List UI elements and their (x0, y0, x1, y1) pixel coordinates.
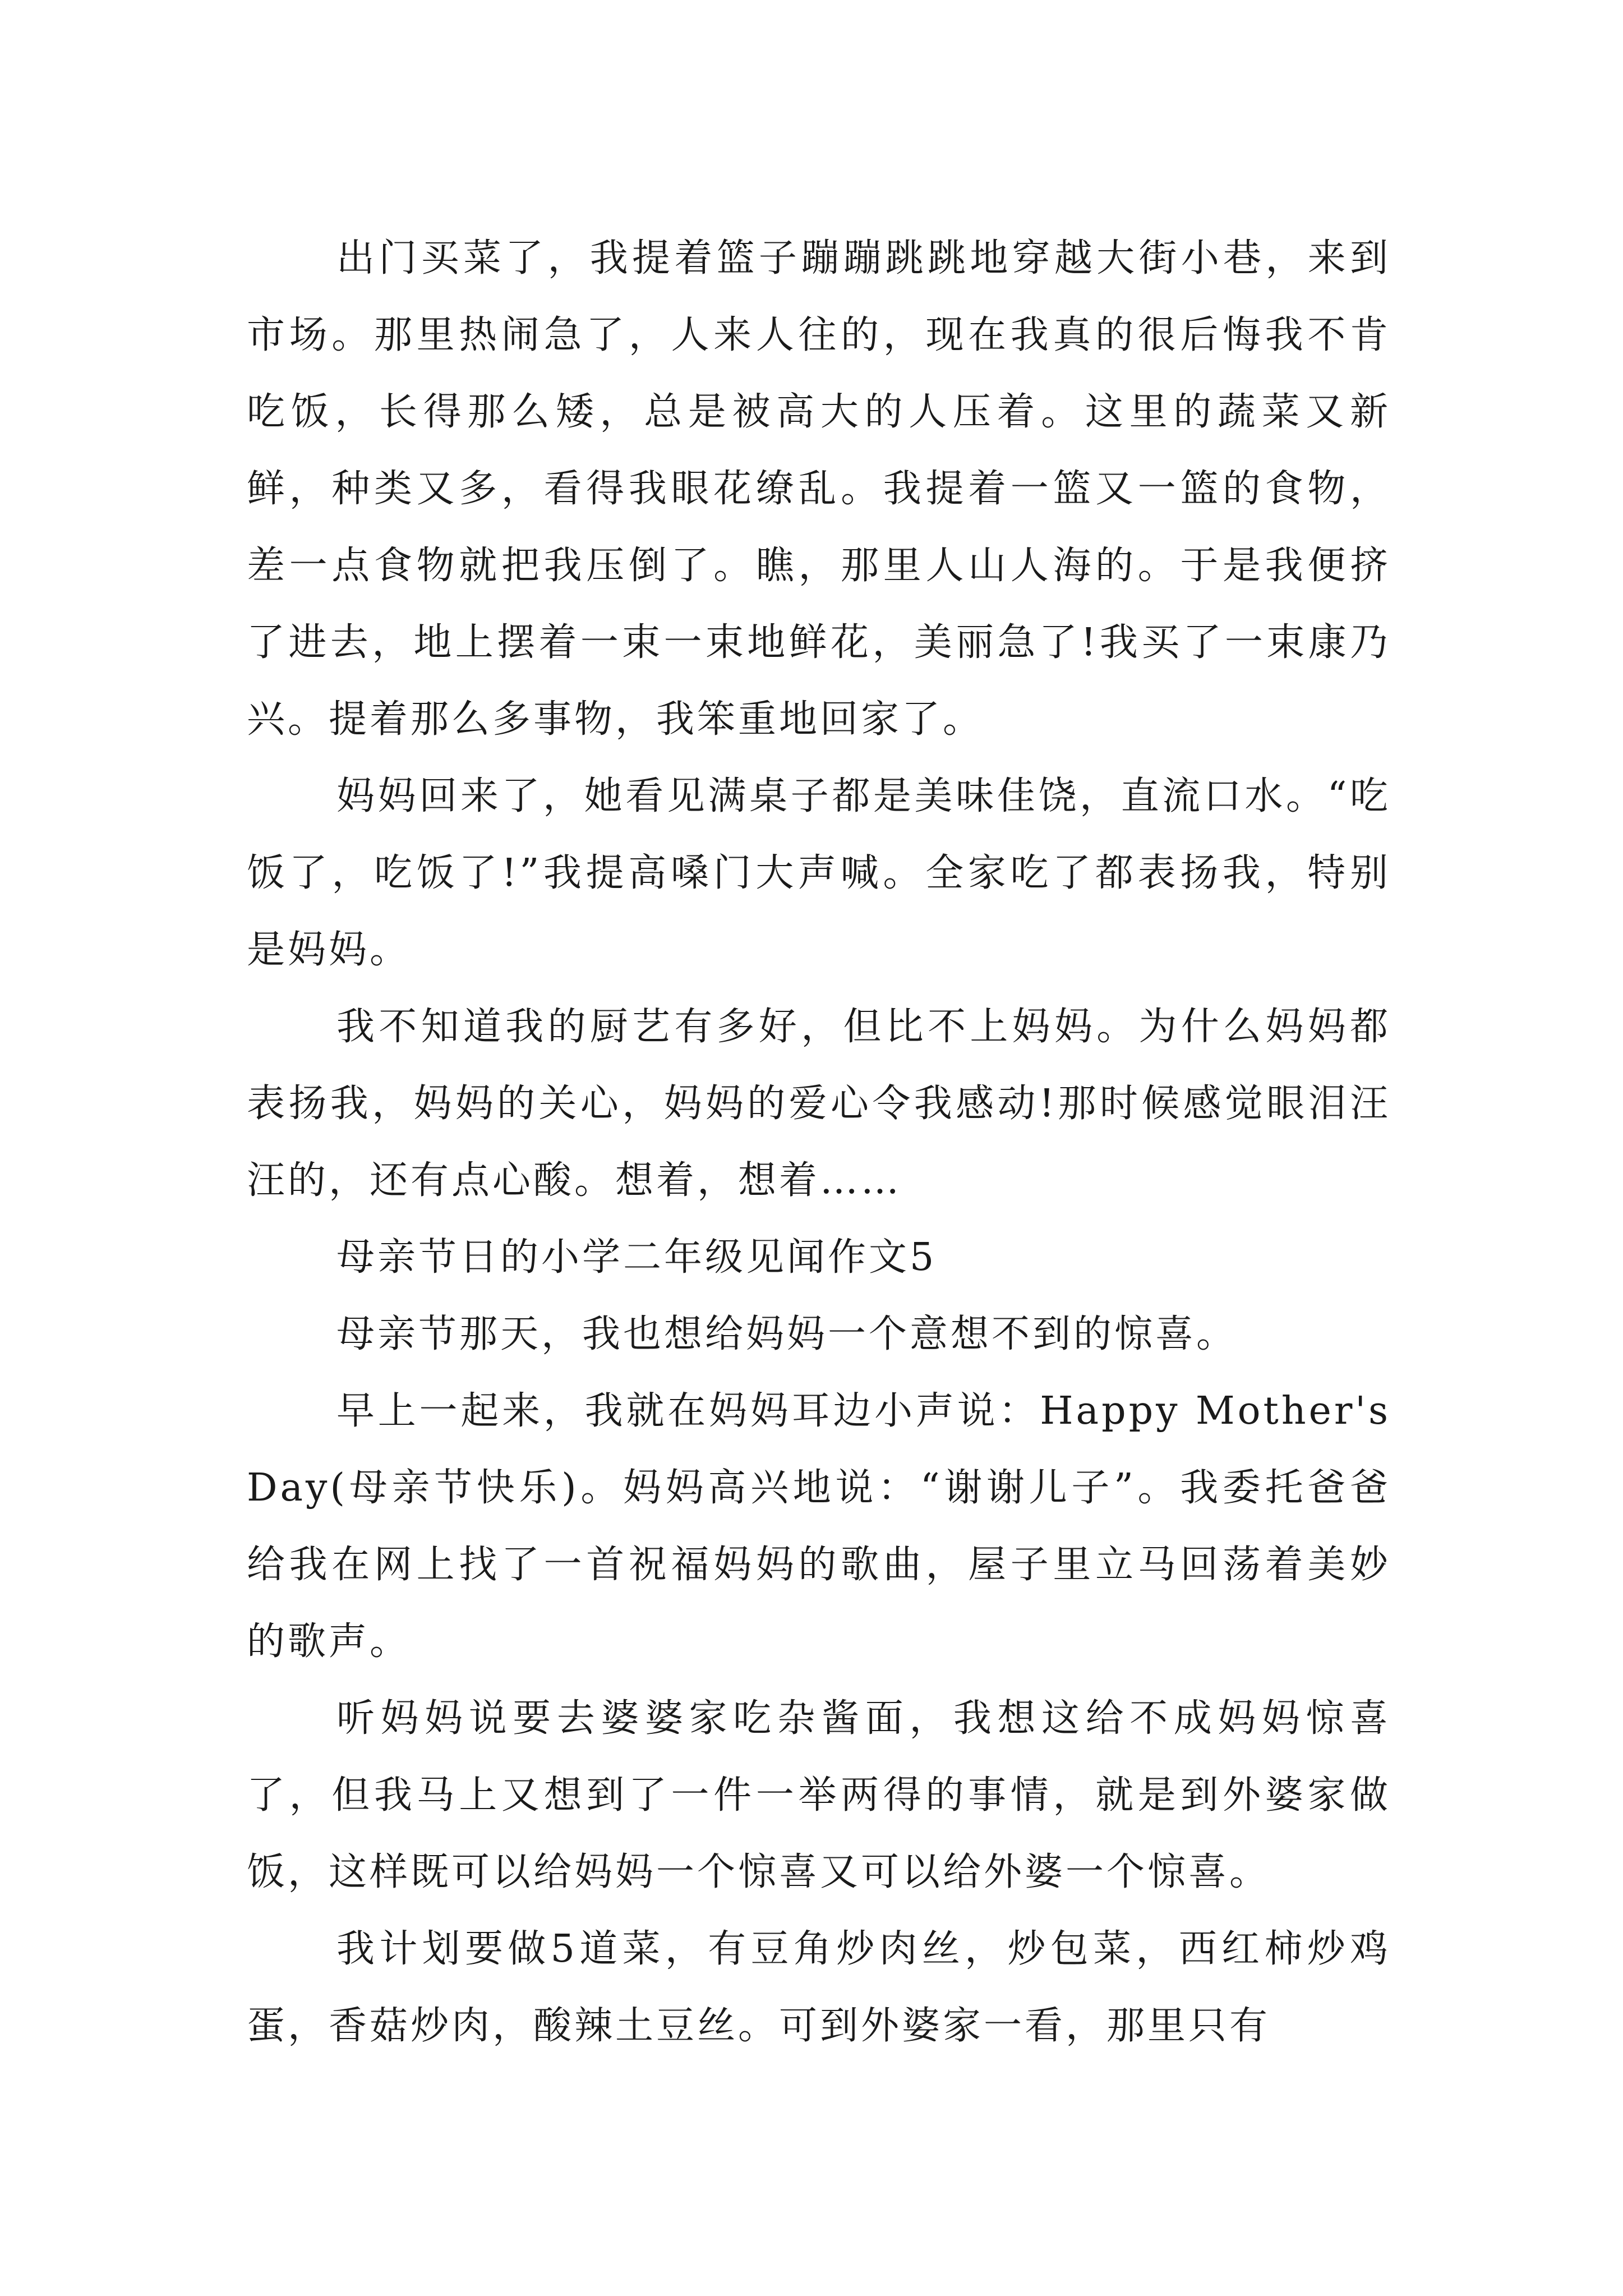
paragraph-mother-returns: 妈妈回来了，她看见满桌子都是美味佳饶，直流口水。“吃饭了，吃饭了!”我提高嗓门大声喊。全家吃了都表扬我，特别是妈妈。 (247, 774, 1391, 972)
paragraph-dish-plan: 我计划要做5道菜，有豆角炒肉丝，炒包菜，西红柿炒鸡蛋，香菇炒肉，酸辣土豆丝。可到外婆家一看，那里只有 (247, 1927, 1391, 2048)
paragraph-surprise-plan: 听妈妈说要去婆婆家吃杂酱面，我想这给不成妈妈惊喜了，但我马上又想到了一件一举两得的事情，就是到外婆家做饭，这样既可以给妈妈一个惊喜又可以给外婆一个惊喜。 (247, 1696, 1391, 1894)
essay-body (247, 220, 1391, 2064)
essay-heading: 母亲节日的小学二年级见闻作文5 (336, 1235, 937, 1280)
paragraph-mothers-day-intro: 母亲节那天，我也想给妈妈一个意想不到的惊喜。 (336, 1312, 1238, 1356)
paragraph-market-trip: 出门买菜了，我提着篮子蹦蹦跳跳地穿越大街小巷，来到市场。那里热闹急了，人来人往的，现在我真的很后悔我不肯吃饭，长得那么矮，总是被高大的人压着。这里的蔬菜又新鲜，种类又多，看得我眼花缭乱。我提着一篮又一篮的食物，差一点食物就把我压倒了。瞧，那里人山人海的。于是我便挤了进去，地上摆着一束一束地鲜花，美丽急了!我买了一束康乃兴。提着那么多事物，我笨重地回家了。 (247, 236, 1391, 742)
paragraph-reflection: 我不知道我的厨艺有多好，但比不上妈妈。为什么妈妈都表扬我，妈妈的关心，妈妈的爱心令我感动!那时候感觉眼泪汪汪的，还有点心酸。想着，想着…… (247, 1005, 1391, 1203)
paragraph-morning-greeting: 早上一起来，我就在妈妈耳边小声说：Happy Mother's Day(母亲节快乐)。妈妈高兴地说：“谢谢儿子”。我委托爸爸给我在网上找了一首祝福妈妈的歌曲，屋子里立马回荡着美妙的歌声。 (247, 1389, 1391, 1664)
